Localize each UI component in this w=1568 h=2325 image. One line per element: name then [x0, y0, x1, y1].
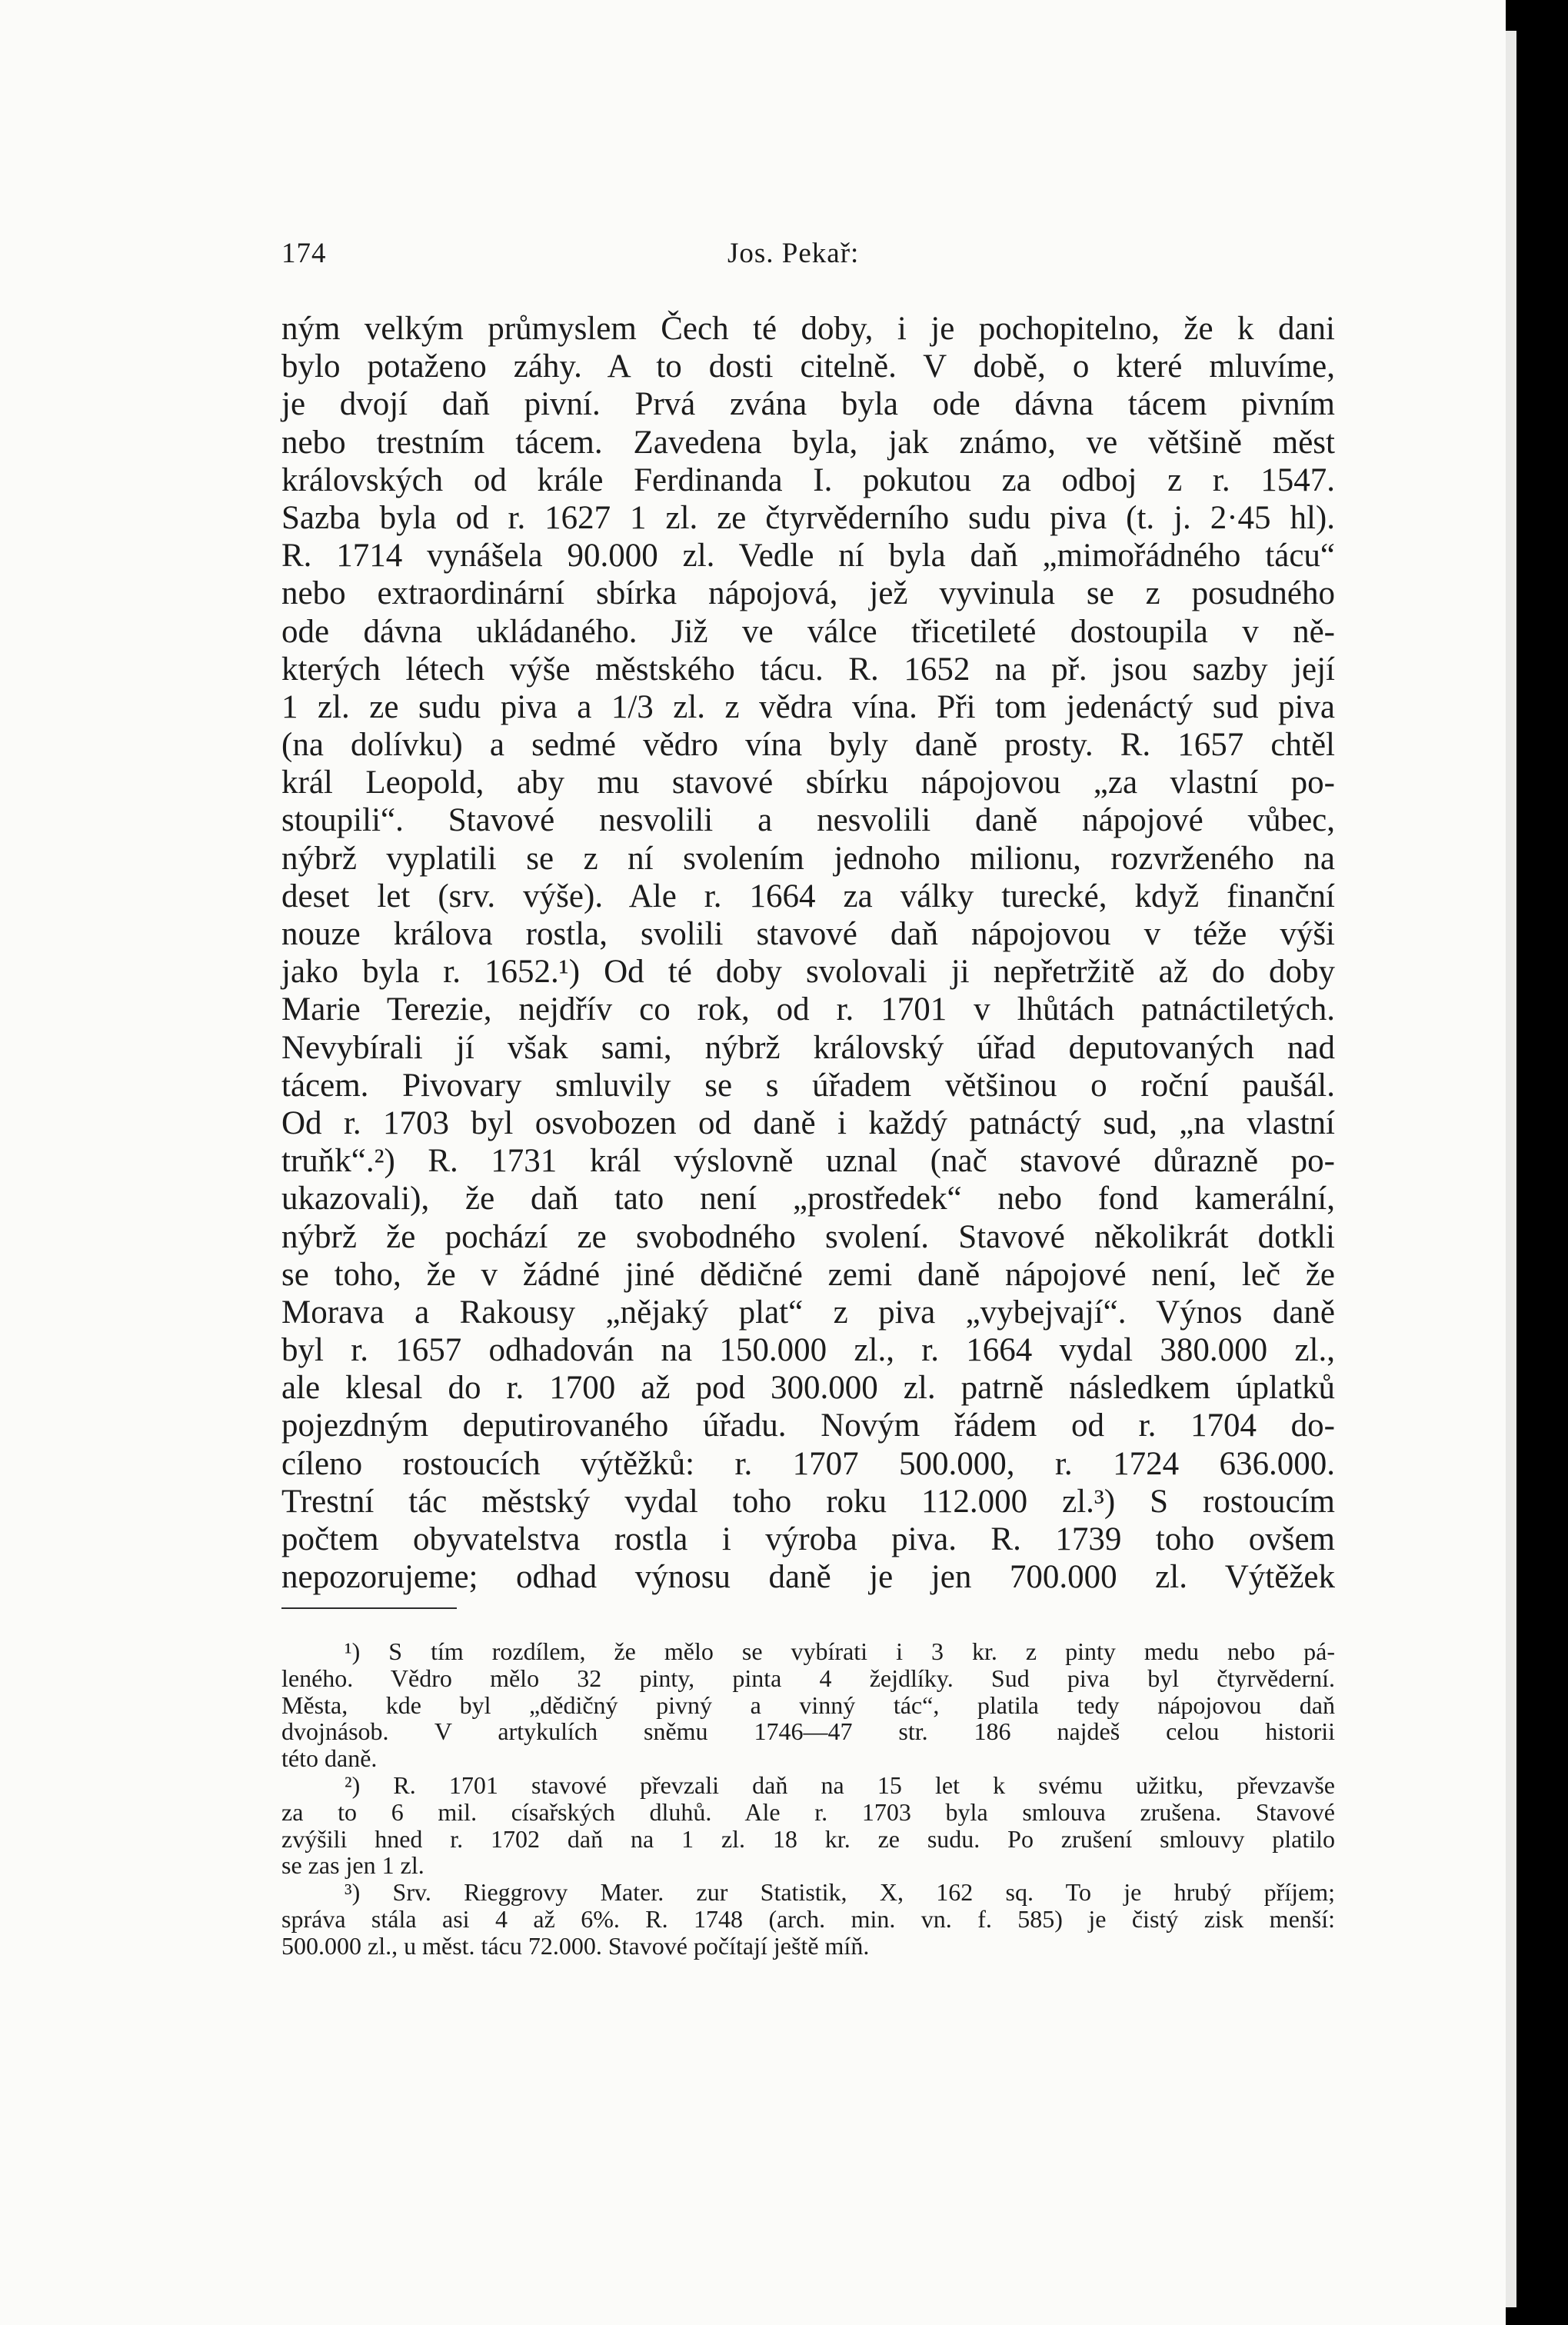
footnote-line: správa stála asi 4 až 6%. R. 1748 (arch. min. vn. f. 585) je čistý zisk menší:: [281, 1904, 1335, 1933]
text-line: byl r. 1657 odhadován na 150.000 zl., r. 1664 vydal 380.000 zl.,: [281, 1332, 1335, 1369]
text-line: ným velkým průmyslem Čech té doby, i je pochopitelno, že k dani: [281, 311, 1335, 347]
text-line: kterých létech výše městského tácu. R. 1652 na př. jsou sazby její: [281, 651, 1335, 688]
footnote-line: 500.000 zl., u měst. tácu 72.000. Stavové počítají ještě míň.: [281, 1931, 870, 1960]
text-line: jako byla r. 1652.¹) Od té doby svolovali ji nepřetržitě až do doby: [281, 954, 1335, 991]
text-line: počtem obyvatelstva rostla i výroba piva. R. 1739 toho ovšem: [281, 1521, 1335, 1557]
footnote-line: za to 6 mil. císařských dluhů. Ale r. 1703 byla smlouva zrušena. Stavové: [281, 1797, 1335, 1826]
text-line: pojezdným deputirovaného úřadu. Novým řádem od r. 1704 do-: [281, 1407, 1335, 1444]
text-line: ale klesal do r. 1700 až pod 300.000 zl. patrně následkem úplatků: [281, 1370, 1335, 1407]
text-line: Trestní tác městský vydal toho roku 112.000 zl.³) S rostoucím: [281, 1483, 1335, 1520]
footnote-text: S tím rozdílem, že mělo se vybírati i 3 kr. z pinty medu nebo pá-: [388, 1637, 1336, 1665]
footnotes: [281, 1638, 1335, 1960]
footnote-line: [281, 1638, 1335, 1665]
footnote-line: se zas jen 1 zl.: [281, 1851, 424, 1880]
footnote-line: Města, kde byl „dědičný pivný a vinný tác“, platila tedy nápojovou daň: [281, 1690, 1335, 1719]
text-line: nebo extraordinární sbírka nápojová, jež vyvinula se z posudného: [281, 575, 1335, 612]
footnote-2: [281, 1772, 1335, 1879]
footnote-marker: ²): [345, 1770, 361, 1799]
footnote-1: [281, 1638, 1335, 1772]
text-line: Nevybírali jí však sami, nýbrž královský úřad deputovaných nad: [281, 1029, 1335, 1066]
footnote-line: zvýšili hned r. 1702 daň na 1 zl. 18 kr. ze sudu. Po zrušení smlouvy platilo: [281, 1824, 1335, 1853]
footnote-line: [281, 1772, 1335, 1799]
text-line: ode dávna ukládaného. Již ve válce třicetileté dostoupila v ně-: [281, 613, 1335, 650]
text-line: král Leopold, aby mu stavové sbírku nápojovou „za vlastní po-: [281, 764, 1335, 801]
footnote-line: [281, 1879, 1335, 1906]
text-line: deset let (srv. výše). Ale r. 1664 za války turecké, když finanční: [281, 878, 1335, 914]
text-line: nepozorujeme; odhad výnosu daně je jen 700.000 zl. Výtěžek: [281, 1559, 1335, 1596]
text-line: Od r. 1703 byl osvobozen od daně i každý patnáctý sud, „na vlastní: [281, 1104, 1335, 1141]
text-line: Marie Terezie, nejdřív co rok, od r. 1701 v lhůtách patnáctiletých.: [281, 991, 1335, 1028]
text-line: nýbrž že pochází ze svobodného svolení. Stavové několikrát dotkli: [281, 1218, 1335, 1255]
page-number: 174: [281, 238, 327, 269]
footnote-line: leného. Vědro mělo 32 pinty, pinta 4 žejdlíky. Sud piva byl čtyrvěderní.: [281, 1664, 1335, 1692]
footnote-line: této daně.: [281, 1744, 378, 1773]
text-line: nouze králova rostla, svolili stavové daň nápojovou v téže výši: [281, 916, 1335, 952]
text-line: 1 zl. ze sudu piva a 1/3 zl. z vědra vína. Při tom jedenáctý sud piva: [281, 688, 1335, 725]
text-line: bylo potaženo záhy. A to dosti citelně. V době, o které mluvíme,: [281, 348, 1335, 385]
text-line: je dvojí daň pivní. Prvá zvána byla ode dávna tácem pivním: [281, 386, 1335, 423]
footnote-text: Srv. Rieggrovy Mater. zur Statistik, X, 162 sq. To je hrubý příjem;: [392, 1878, 1336, 1907]
footnote-marker: ³): [345, 1878, 361, 1907]
footnote-text: R. 1701 stavové převzali daň na 15 let k svému užitku, převzavše: [393, 1770, 1336, 1799]
footnote-3: [281, 1879, 1335, 1959]
text-line: tácem. Pivovary smluvily se s úřadem většinou o roční paušál.: [281, 1067, 1335, 1104]
text-line: stoupili“. Stavové nesvolili a nesvolili daně nápojové vůbec,: [281, 802, 1335, 839]
text-line: se toho, že v žádné jiné dědičné zemi daně nápojové není, leč že: [281, 1256, 1335, 1293]
page-edge: [1506, 31, 1516, 2307]
text-line: Morava a Rakousy „nějaký plat“ z piva „vybejvají“. Výnos daně: [281, 1294, 1335, 1331]
text-line: nýbrž vyplatili se z ní svolením jednoho milionu, rozvrženého na: [281, 840, 1335, 877]
text-line: Sazba byla od r. 1627 1 zl. ze čtyrvěderního sudu piva (t. j. 2·45 hl).: [281, 499, 1335, 536]
text-line: (na dolívku) a sedmé vědro vína byly daně prosty. R. 1657 chtěl: [281, 727, 1335, 764]
footnote-divider: [281, 1607, 457, 1609]
running-head: Jos. Pekař:: [727, 238, 860, 269]
text-line: truňk“.²) R. 1731 král výslovně uznal (nač stavové důrazně po-: [281, 1143, 1335, 1180]
text-line: nebo trestním tácem. Zavedena byla, jak známo, ve většině měst: [281, 424, 1335, 461]
footnote-line: dvojnásob. V artykulích sněmu 1746—47 str. 186 najdeš celou historii: [281, 1717, 1335, 1746]
page-header: [281, 237, 1335, 280]
footnote-marker: ¹): [345, 1637, 361, 1665]
text-line: ukazovali), že daň tato není „prostředek“ nebo fond kamerální,: [281, 1181, 1335, 1217]
text-line: cíleno rostoucích výtěžků: r. 1707 500.000, r. 1724 636.000.: [281, 1445, 1335, 1482]
text-line: R. 1714 vynášela 90.000 zl. Vedle ní byla daň „mimořádného tácu“: [281, 538, 1335, 575]
main-text: [281, 310, 1335, 1596]
text-line: královských od krále Ferdinanda I. pokutou za odboj z r. 1547.: [281, 461, 1335, 498]
